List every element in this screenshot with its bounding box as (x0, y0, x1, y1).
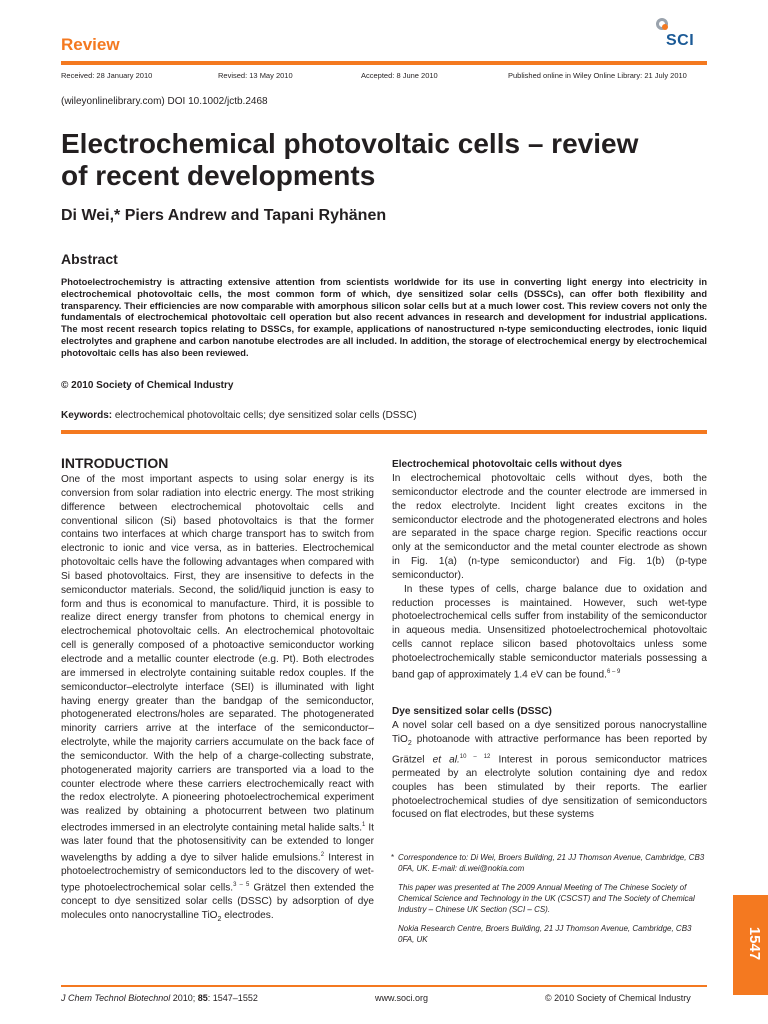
abstract-copyright: © 2010 Society of Chemical Industry (61, 380, 234, 391)
abstract-body: Photoelectrochemistry is attracting extensive attention from scientists worldwide for its use in converting light energy into electricity in electrochemical photovoltaic cells, the most common form of which, dye sensitized solar cells (DSSCs), can offer both flexibility and transparency. Their efficiencies are now comparable with amorphous silicon solar cells but at a much lower cost. This review covers not only the fundamentals of electrochemical photovoltaic cell operation but also recent advances in research and development for industrial applications. The most recent research topics relating to DSSCs, for example, applications of nanostructured n-type semiconducting electrodes, ionic liquid electrolytes and graphene and carbon nanotube electrodes are all included. In addition, the storage of electrochemical energy by electrochemical photovoltaic cells has also been reviewed. (61, 277, 707, 358)
article-title (61, 128, 681, 192)
intro-text-5: electrodes. (221, 910, 274, 922)
et-al: et al. (432, 754, 460, 766)
section-heading-without-dyes: Electrochemical photovoltaic cells without dyes (392, 459, 622, 470)
footnote-star: * (391, 853, 395, 862)
tio2-subscript: 2 (407, 739, 412, 747)
ref-3-5[interactable]: 3 – 5 (233, 882, 250, 889)
paragraph-2-text: In these types of cells, charge balance due to oxidation and reduction processes is maintained. However, such wet-type photoelectrochemical cells suffer from instability of the semiconductor in aqueous media. Unsensitized photoelectrochemical photovoltaic cells cannot replace silicon based photovoltaics unless some photoelectrochemically stable semiconductor materials possessing a band gap of approximately 1.4 eV can be found. (392, 583, 707, 681)
section-body-without-dyes (392, 472, 707, 682)
footnote-affiliation: Nokia Research Centre, Broers Building, 21 JJ Thomson Avenue, Cambridge, CB3 0FA, UK (398, 924, 692, 944)
logo-text: SCI (666, 32, 695, 49)
keywords-rule (61, 430, 707, 434)
footnotes (391, 852, 707, 953)
intro-body (61, 473, 374, 927)
ref-10-12[interactable]: 10 – 12 (459, 753, 491, 760)
dssc-text-3: Interest in porous semiconductor matrices permeated by an electrolyte solution containing dye and redox couples has been stimulated by their reports. The earlier photoelectrochemical studies of dye sensitization of semiconductors focused on flat electrodes, but these systems (392, 754, 707, 821)
revised-date: Revised: 13 May 2010 (218, 71, 293, 80)
paragraph-2 (392, 583, 707, 682)
tio2-subscript: 2 (217, 916, 222, 924)
footer-copyright: © 2010 Society of Chemical Industry (545, 993, 691, 1003)
doi-link[interactable]: (wileyonlinelibrary.com) DOI 10.1002/jctb.2468 (61, 96, 268, 107)
intro-text-4: Grätzel then extended the concept to dye sensitized solar cells (DSSC) by adsorption of dye molecules onto nanocrystalline TiO (61, 882, 374, 922)
journal-year: 2010; (170, 993, 198, 1003)
intro-heading: INTRODUCTION (61, 455, 169, 471)
intro-text-2: It was later found that the photosensitivity can be extended to longer wavelengths by adding a dye to silver halide emulsions. (61, 822, 374, 864)
title-line-1: Electrochemical photovoltaic cells – review (61, 128, 639, 159)
section-label: Review (61, 35, 120, 54)
logo-dot-icon (662, 24, 668, 30)
journal-pages: : 1547–1552 (207, 993, 258, 1003)
intro-text-3: Interest in photoelectrochemistry of semiconductors led to the discovery of wet-type photoelectrochemical solar cells. (61, 852, 374, 894)
footer-rule (61, 985, 707, 987)
title-line-2: of recent developments (61, 160, 376, 191)
keywords-label: Keywords: (61, 410, 113, 421)
dssc-paragraph (392, 719, 707, 822)
published-date: Published online in Wiley Online Library: 21 July 2010 (508, 71, 687, 80)
dssc-text-1: A novel solar cell based on a dye sensitized porous nanocrystalline TiO (392, 720, 707, 745)
received-date: Received: 28 January 2010 (61, 71, 153, 80)
journal-citation (61, 993, 258, 1003)
authors: Di Wei,* Piers Andrew and Tapani Ryhänen (61, 207, 387, 224)
keywords-text: electrochemical photovoltaic cells; dye sensitized solar cells (DSSC) (112, 410, 417, 421)
ref-6-9[interactable]: 6 – 9 (606, 668, 621, 675)
keywords (61, 410, 417, 421)
section-heading-dssc: Dye sensitized solar cells (DSSC) (392, 706, 552, 717)
journal-name: J Chem Technol Biotechnol (61, 993, 171, 1003)
journal-volume: 85 (197, 993, 208, 1003)
ref-2[interactable]: 2 (320, 852, 325, 859)
footer-url[interactable]: www.soci.org (375, 993, 429, 1003)
correspondence-text: Correspondence to: Di Wei, Broers Building, 21 JJ Thomson Avenue, Cambridge, CB3 0FA, UK. E-mail: di.wei@nokia.com (398, 853, 705, 873)
page-number-tab (733, 895, 768, 995)
footnote-correspondence (391, 852, 707, 874)
footnote-presented: This paper was presented at The 2009 Annual Meeting of The Chinese Society of Chemical Science and Technology in the UK (CSCST) and The Society of Chemical Industry – Chinese UK Section (SCI – CS). (398, 883, 695, 914)
intro-paragraph (61, 473, 374, 927)
intro-text-1: One of the most important aspects to using solar energy is its conversion from solar radiation into electric energy. The most striking difference between electrochemical photovoltaic cells and conventional silicon (Si) based photovoltaics is that the former contains two interfaces at which charge transport has to switch from electronic to ionic and vice versa, as in batteries. Electrochemical photovoltaic cells have the following advantages when compared with Si based photovoltaics. First, they are insensitive to defects in the semiconductor materials. Second, the solid/liquid junction is easy to form and thus is economical to manufacture. Third, it is possible to realize direct energy transfer from photons to chemical energy in electrochemical photovoltaic cells. An electrochemical photovoltaic cell is generally composed of a photoactive semiconductor working electrode and a metallic counter electrode (e.g. Pt). Both electrodes are immersed in electrolyte containing suitable redox couples. If the semiconductor–electrolyte interface (SEI) is illuminated with light having energy greater than the bandgap of the semiconductor, photogenerated electrons/holes are separated. The photogenerated minority carriers arrive at the interface of the semiconductor–electrolyte, while the majority carriers accumulate on the back face of the semiconductor. With the help of a charge-collecting substrate, photogenerated majority carriers are transported via a load to the counter electrode where these carriers electrochemically react with the redox electrolyte. A pioneering photoelectrochemical experiment was realized by obtaining a photocurrent between two platinum electrodes immersed in an electrolyte containing metal halide salts. (61, 474, 374, 834)
dssc-text-2: photoanode with attractive performance has been reported by Grätzel (392, 733, 707, 766)
header-rule (61, 61, 707, 65)
ref-1[interactable]: 1 (362, 822, 366, 829)
paragraph-1: In electrochemical photovoltaic cells without dyes, both the semiconductor electrode and the counter electrode are immersed in the redox electrolyte. Incident light creates excitons in the semiconductor electrode and the photogenerated electrons and holes are separated in the space charge region. Specific reactions occur only at the semiconductor and the metal counter electrode as shown in Fig. 1(a) (n-type semiconductor) and Fig. 1(b) (p-type semiconductor). (392, 473, 707, 581)
sci-logo (652, 18, 708, 50)
abstract-heading: Abstract (61, 251, 118, 267)
section-body-dssc (392, 719, 707, 822)
page-number: 1547 (746, 926, 764, 961)
accepted-date: Accepted: 8 June 2010 (361, 71, 438, 80)
